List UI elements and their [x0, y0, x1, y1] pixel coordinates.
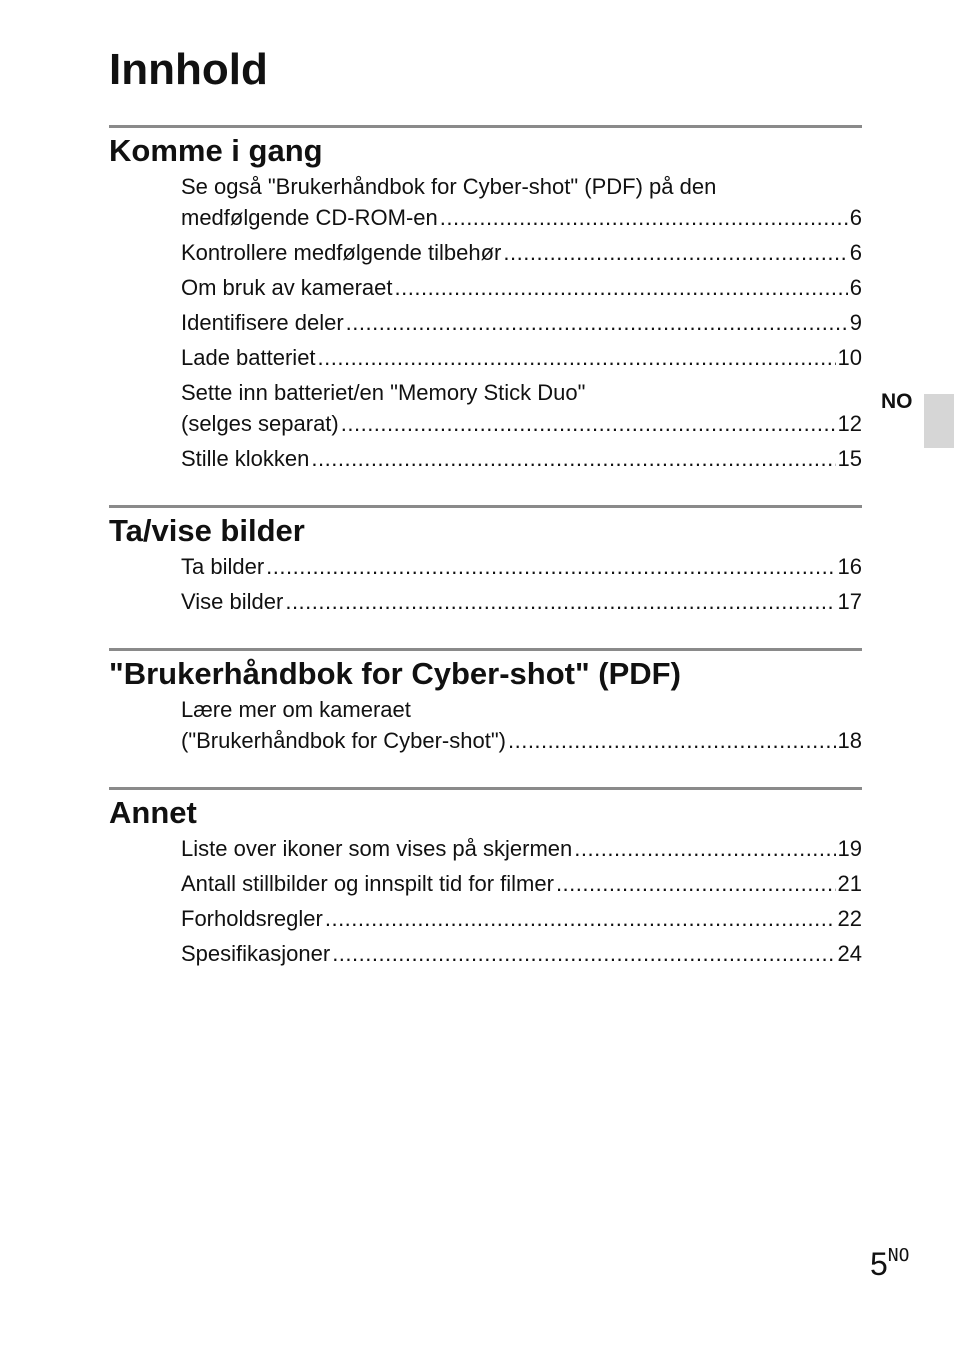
toc-entry-label: (selges separat): [181, 411, 339, 436]
page-number-suffix: NO: [887, 1245, 910, 1266]
toc-entry-page: 19: [837, 836, 862, 861]
toc-entry-label: Vise bilder: [181, 589, 284, 614]
toc-section-brukerhandbok: [109, 648, 862, 756]
toc-entry-label: Identifisere deler: [181, 310, 344, 335]
dot-leader: [440, 202, 848, 233]
dot-leader: [508, 725, 836, 756]
toc-entry-label: Kontrollere medfølgende tilbehør: [181, 240, 502, 265]
dot-leader: [266, 551, 835, 582]
toc-entry[interactable]: [181, 443, 862, 474]
page-number: [870, 1236, 909, 1284]
toc-entry[interactable]: [181, 903, 862, 934]
toc-entry[interactable]: [181, 551, 862, 582]
toc-entry-list: [109, 694, 862, 756]
language-label: NO: [881, 390, 913, 413]
toc-entry-first-line: Lære mer om kameraet: [181, 697, 411, 722]
toc-entry-page: 12: [837, 411, 862, 436]
section-heading: "Brukerhåndbok for Cyber-shot" (PDF): [109, 656, 681, 691]
toc-entry-label: Spesifikasjoner: [181, 941, 331, 966]
toc-entry[interactable]: [181, 938, 862, 969]
toc-section-ta-vise-bilder: [109, 505, 862, 617]
dot-leader: [332, 938, 835, 969]
toc-entry[interactable]: [181, 272, 862, 303]
toc-entry-page: 6: [849, 205, 862, 230]
toc-entry-label: Antall stillbilder og innspilt tid for filmer: [181, 871, 554, 896]
toc-entry-page: 22: [837, 906, 862, 931]
toc-section-komme-i-gang: [109, 125, 862, 474]
toc-entry[interactable]: [181, 171, 862, 233]
dot-leader: [325, 903, 836, 934]
dot-leader: [341, 408, 836, 439]
toc-entry-page: 10: [837, 345, 862, 370]
toc-entry-page: 17: [837, 589, 862, 614]
toc-entry-page: 15: [837, 446, 862, 471]
toc-entry-label: ("Brukerhåndbok for Cyber-shot"): [181, 728, 506, 753]
toc-entry[interactable]: [181, 694, 862, 756]
section-heading: Ta/vise bilder: [109, 513, 305, 548]
toc-entry[interactable]: [181, 307, 862, 338]
toc-entry-label: Forholdsregler: [181, 906, 323, 931]
page-title: Innhold: [109, 45, 268, 94]
toc-entry[interactable]: [181, 377, 862, 439]
dot-leader: [311, 443, 835, 474]
toc-entry-label: Om bruk av kameraet: [181, 275, 393, 300]
dot-leader: [318, 342, 836, 373]
language-tab: [924, 394, 954, 448]
toc-entry-label: medfølgende CD-ROM-en: [181, 205, 438, 230]
toc-entry[interactable]: [181, 586, 862, 617]
toc-section-annet: [109, 787, 862, 969]
toc-entry-label: Stille klokken: [181, 446, 310, 471]
dot-leader: [395, 272, 848, 303]
toc-entry-page: 9: [849, 310, 862, 335]
dot-leader: [503, 237, 847, 268]
page-number-value: 5: [870, 1246, 888, 1282]
toc-entry[interactable]: [181, 342, 862, 373]
toc-entry-label: Liste over ikoner som vises på skjermen: [181, 836, 573, 861]
section-heading: Annet: [109, 795, 197, 830]
dot-leader: [574, 833, 835, 864]
section-heading: Komme i gang: [109, 133, 323, 168]
toc-entry-first-line: Sette inn batteriet/en "Memory Stick Duo": [181, 380, 586, 405]
dot-leader: [346, 307, 848, 338]
toc-entry-first-line: Se også "Brukerhåndbok for Cyber-shot" (PDF) på den: [181, 174, 717, 199]
toc-entry-page: 6: [849, 240, 862, 265]
toc-entry-label: Lade batteriet: [181, 345, 316, 370]
toc-entry[interactable]: [181, 833, 862, 864]
toc-entry-list: [109, 833, 862, 969]
toc-entry-page: 6: [849, 275, 862, 300]
toc-entry[interactable]: [181, 237, 862, 268]
toc-entry-page: 18: [837, 728, 862, 753]
toc-entry-page: 16: [837, 554, 862, 579]
dot-leader: [556, 868, 836, 899]
dot-leader: [285, 586, 835, 617]
toc-entry-label: Ta bilder: [181, 554, 265, 579]
toc-entry-list: [109, 171, 862, 474]
toc-entry[interactable]: [181, 868, 862, 899]
toc-entry-page: 24: [837, 941, 862, 966]
toc-entry-list: [109, 551, 862, 617]
toc-entry-page: 21: [837, 871, 862, 896]
